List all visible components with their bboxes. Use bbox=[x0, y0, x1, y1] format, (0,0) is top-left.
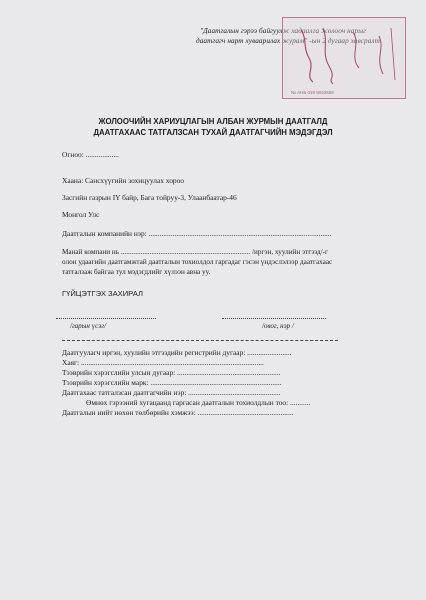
executive-director-heading: ГҮЙЦЭТГЭХ ЗАХИРАЛ bbox=[62, 289, 143, 298]
notice-paragraph-line2: олон удаагийн даатгамжтай даатгалын тохиолдол гаргадаг гэсэн үндэслэлээр даатгахаас bbox=[62, 258, 333, 266]
country-field: Монгол Улс bbox=[62, 210, 100, 219]
vehicle-make-field: Тээврийн хэрэгслийн марк: ....................................................................... bbox=[62, 378, 282, 387]
declining-insurer-field: Даатгахаас татгалзсан даатгагчийн нэр: .................................................. bbox=[62, 388, 281, 397]
official-stamp bbox=[282, 17, 406, 99]
claims-count-field: Өмнөх гэрээний хугацаанд гаргасан даатгалын тохиолдлын тоо: ........... bbox=[86, 398, 311, 407]
signature-line bbox=[56, 318, 156, 319]
name-line bbox=[222, 318, 326, 319]
district-field: Хаана: Сансхүүгийн зохицуулах хороо bbox=[62, 176, 184, 185]
signature-caption: /гарын үсэг/ bbox=[70, 322, 107, 330]
notice-paragraph-line1: Манай компани нь ........................................................................ /иргэн, хуулийн этгээд/-г bbox=[62, 248, 329, 256]
document-title-line1: ЖОЛООЧИЙН ХАРИУЦЛАГЫН АЛБАН ЖУРМЫН ДААТГАЛД bbox=[98, 117, 328, 126]
insurer-name-field: Даатгалын компанийн нэр: ................................................................................................... bbox=[62, 229, 332, 238]
registration-number-field: Даатгуулагч иргэн, хуулийн этгээдийн регистрийн дугаар: ........................ bbox=[62, 348, 292, 357]
address-detail-field: Хаяг: ................................................................................................... bbox=[62, 358, 264, 367]
notice-paragraph-line3: татгалзаж байгаа тул мэдэгдлийг хүлээн авна уу. bbox=[62, 268, 211, 276]
total-compensation-field: Даатгалын нийт нөхөн төлбөрийн хэмжээ: .................................................... bbox=[62, 408, 294, 417]
address-field: Засгийн газрын IY байр, Бага тойруу-3, Улаанбаатар-46 bbox=[62, 193, 237, 202]
stamp-scribble-icon bbox=[283, 18, 405, 98]
date-field: Огноо: .................. bbox=[62, 150, 119, 159]
stamp-number: № АНБ 019 8043558 bbox=[291, 90, 334, 95]
annex-note-line1: "Даатгалын гэрээ байгуулж хадаалга жолооч нарыг bbox=[200, 27, 367, 35]
vehicle-plate-field: Тээврийн хэрэгслийн улсын дугаар: ........................................................ bbox=[62, 368, 281, 377]
name-caption: /овог, нэр / bbox=[262, 322, 294, 330]
annex-note-line2: даатгагч нарт хуваарилах журам" -ын 2 дугаар хавсралт bbox=[196, 37, 380, 45]
document-title-line2: ДААТГАХААС ТАТГАЛЗСАН ТУХАЙ ДААТГАГЧИЙН МЭДЭГДЭЛ bbox=[93, 128, 333, 137]
separator-line bbox=[62, 340, 338, 341]
